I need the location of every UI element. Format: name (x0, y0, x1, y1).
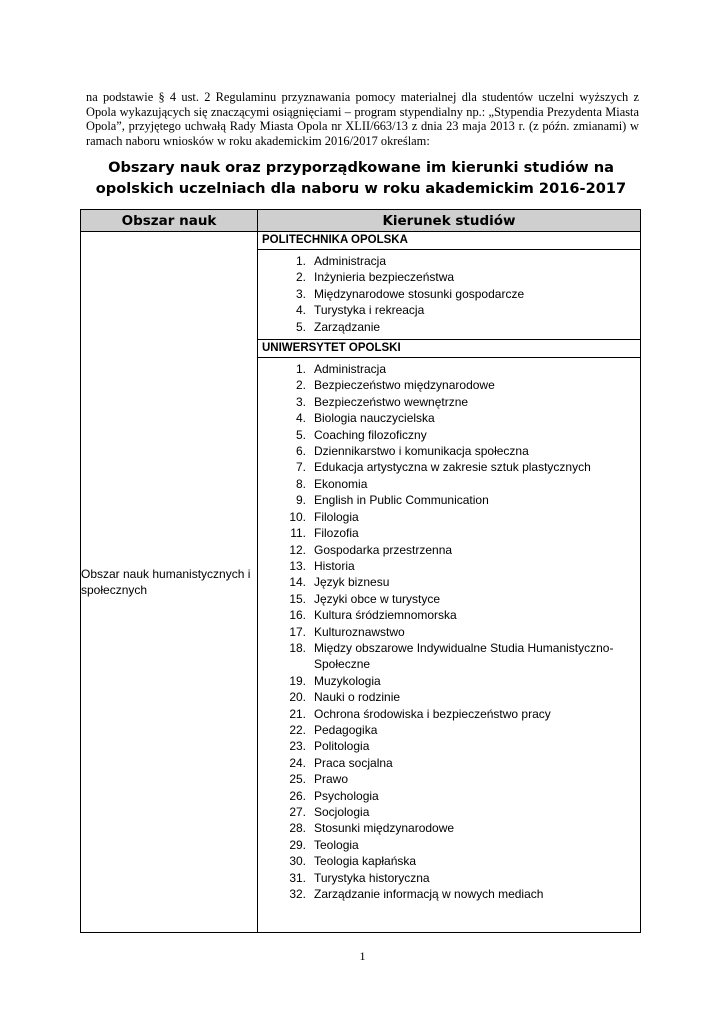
area-cell (81, 232, 258, 933)
list-item-number: 6. (295, 444, 306, 459)
header-fields: Kierunek studiów (258, 210, 641, 232)
header-area: Obszar nauk (81, 210, 258, 232)
list-item-label: Politologia (314, 739, 370, 754)
university-name: POLITECHNIKA OPOLSKA (258, 232, 641, 250)
list-item-number: 28. (289, 821, 306, 836)
list-item (258, 607, 640, 623)
list-item-number: 31. (289, 870, 306, 885)
list-item-label: Inżynieria bezpieczeństwa (314, 270, 455, 285)
document-title: Obszary nauk oraz przyporządkowane im kierunki studiów na opolskich uczelniach dla naboru w roku akademickim 2016-2017 (95, 159, 627, 197)
list-item-number: 16. (289, 608, 306, 623)
list-item (258, 361, 640, 377)
list-item (258, 820, 640, 836)
list-item-number: 11. (290, 526, 306, 541)
list-item-number: 4. (295, 303, 306, 318)
list-item (258, 427, 640, 443)
list-item (258, 509, 640, 525)
list-item-label: Muzykologia (314, 673, 381, 688)
list-item (258, 492, 640, 508)
list-item-label: Turystyka i rekreacja (314, 303, 425, 318)
list-item-number: 7. (295, 460, 306, 475)
list-item-label: Socjologia (314, 805, 370, 819)
list-item-label: Gospodarka przestrzenna (314, 542, 453, 557)
list-item-label: Stosunki międzynarodowe (314, 821, 455, 836)
list-item (258, 558, 640, 574)
list-item (258, 542, 640, 558)
list-item (258, 394, 640, 410)
list-item-number: 8. (295, 476, 306, 491)
list-item (258, 591, 640, 607)
list-item-number: 21. (289, 706, 306, 721)
list-item (258, 286, 640, 302)
list-item (258, 886, 640, 902)
fields-list (258, 358, 640, 906)
list-item-label: Ochrona środowiska i bezpieczeństwo pracy (314, 706, 551, 721)
list-item-label: English in Public Communication (314, 493, 489, 508)
list-item-number: 32. (289, 887, 306, 902)
fields-list (258, 250, 640, 339)
list-item-label: Teologia (314, 837, 359, 852)
list-item (258, 788, 640, 804)
list-item-number: 15. (289, 591, 306, 606)
list-item (258, 319, 640, 335)
list-item (258, 302, 640, 318)
list-item-number: 17. (289, 624, 306, 639)
list-item-number: 2. (295, 378, 306, 393)
list-item (258, 574, 640, 590)
list-item (258, 443, 640, 459)
university-name: UNIWERSYTET OPOLSKI (258, 340, 641, 358)
list-item-label: Teologia kapłańska (314, 854, 417, 869)
list-item-label: Ekonomia (314, 476, 368, 491)
page-number: 1 (359, 949, 366, 963)
list-item (258, 377, 640, 393)
list-item-number: 27. (289, 805, 306, 819)
list-item-label: Kulturoznawstwo (314, 624, 405, 639)
list-item-number: 26. (289, 788, 306, 803)
list-item-label: Bezpieczeństwo wewnętrzne (314, 394, 469, 409)
list-item-label: Dziennikarstwo i komunikacja społeczna (314, 444, 529, 459)
list-item (258, 804, 640, 820)
list-item-label: Języki obce w turystyce (314, 591, 441, 606)
area-name: Obszar nauk humanistycznych i społecznych (81, 566, 251, 598)
list-item-label: Filologia (314, 509, 359, 524)
list-item-label: Historia (314, 558, 355, 573)
list-item-label: Turystyka historyczna (314, 870, 430, 885)
list-item-number: 3. (295, 286, 306, 301)
list-item-number: 25. (289, 772, 306, 787)
list-item (258, 706, 640, 722)
list-item-label: Pedagogika (314, 722, 378, 737)
list-item-label: Nauki o rodzinie (314, 690, 401, 705)
list-item-number: 1. (295, 362, 306, 377)
list-item-number: 14. (289, 575, 306, 590)
list-item-number: 10. (289, 509, 306, 524)
fields-cell (258, 358, 641, 933)
list-item-number: 20. (289, 690, 306, 705)
list-item (258, 755, 640, 771)
list-item-number: 9. (295, 493, 306, 508)
list-item-label: Filozofia (314, 526, 359, 541)
table-row (81, 232, 641, 250)
list-item-label: Administracja (314, 254, 387, 268)
list-item-number: 19. (289, 673, 306, 688)
fields-cell (258, 250, 641, 340)
list-item-number: 13. (289, 558, 306, 573)
list-item-number: 30. (289, 854, 306, 869)
list-item-number: 5. (295, 319, 306, 334)
list-item-number: 24. (289, 755, 306, 770)
list-item (258, 410, 640, 426)
list-item-number: 2. (295, 270, 306, 285)
list-item-label: Coaching filozoficzny (314, 427, 427, 442)
list-item-label: Psychologia (314, 788, 379, 803)
list-item (258, 525, 640, 541)
list-item (258, 476, 640, 492)
list-item-label: Między obszarowe Indywidualne Studia Humanistyczno-Społeczne (314, 640, 614, 672)
list-item-label: Zarządzanie informacją w nowych mediach (314, 887, 544, 902)
list-item-label: Prawo (314, 772, 349, 787)
list-item-label: Bezpieczeństwo międzynarodowe (314, 378, 495, 393)
list-item-label: Praca socjalna (314, 755, 393, 770)
list-item-number: 5. (295, 427, 306, 442)
list-item (258, 738, 640, 754)
list-item-label: Edukacja artystyczna w zakresie sztuk plastycznych (314, 460, 591, 475)
fields-table (80, 209, 641, 933)
list-item-number: 3. (295, 394, 306, 409)
intro-paragraph: na podstawie § 4 ust. 2 Regulaminu przyznawania pomocy materialnej dla studentów uczelni wyższych z Opola wykazujących się znaczącymi osiągnięciami – program stypendialny np.: „Stypendia Prezydenta Miasta Opola”, przyjętego uchwałą Rady Miasta Opola nr XLII/663/13 z dnia 23 maja 2013 r. (z późn. zmianami) w ramach naboru wniosków w roku akademickim 2016/2017 określam: (86, 90, 639, 148)
list-item (258, 624, 640, 640)
list-item (258, 459, 640, 475)
list-item (258, 870, 640, 886)
list-item-label: Zarządzanie (314, 319, 381, 334)
list-item (258, 253, 640, 269)
list-item (258, 269, 640, 285)
cell-spacer (258, 906, 640, 932)
list-item-label: Język biznesu (314, 575, 390, 590)
list-item-number: 4. (295, 411, 306, 426)
list-item (258, 673, 640, 689)
list-item (258, 837, 640, 853)
list-item-label: Administracja (314, 362, 387, 377)
table-header-row (81, 210, 641, 232)
list-item-number: 12. (289, 542, 306, 557)
list-item (258, 689, 640, 705)
list-item-number: 29. (289, 837, 306, 852)
list-item-label: Kultura śródziemnomorska (314, 608, 457, 623)
list-item-label: Biologia nauczycielska (314, 411, 435, 426)
list-item (258, 722, 640, 738)
list-item-number: 1. (295, 254, 306, 268)
list-item-number: 22. (289, 722, 306, 737)
list-item-number: 18. (289, 640, 306, 655)
list-item (258, 771, 640, 787)
list-item (258, 853, 640, 869)
list-item-label: Międzynarodowe stosunki gospodarcze (314, 286, 525, 301)
list-item (258, 640, 640, 673)
list-item-number: 23. (289, 739, 306, 754)
